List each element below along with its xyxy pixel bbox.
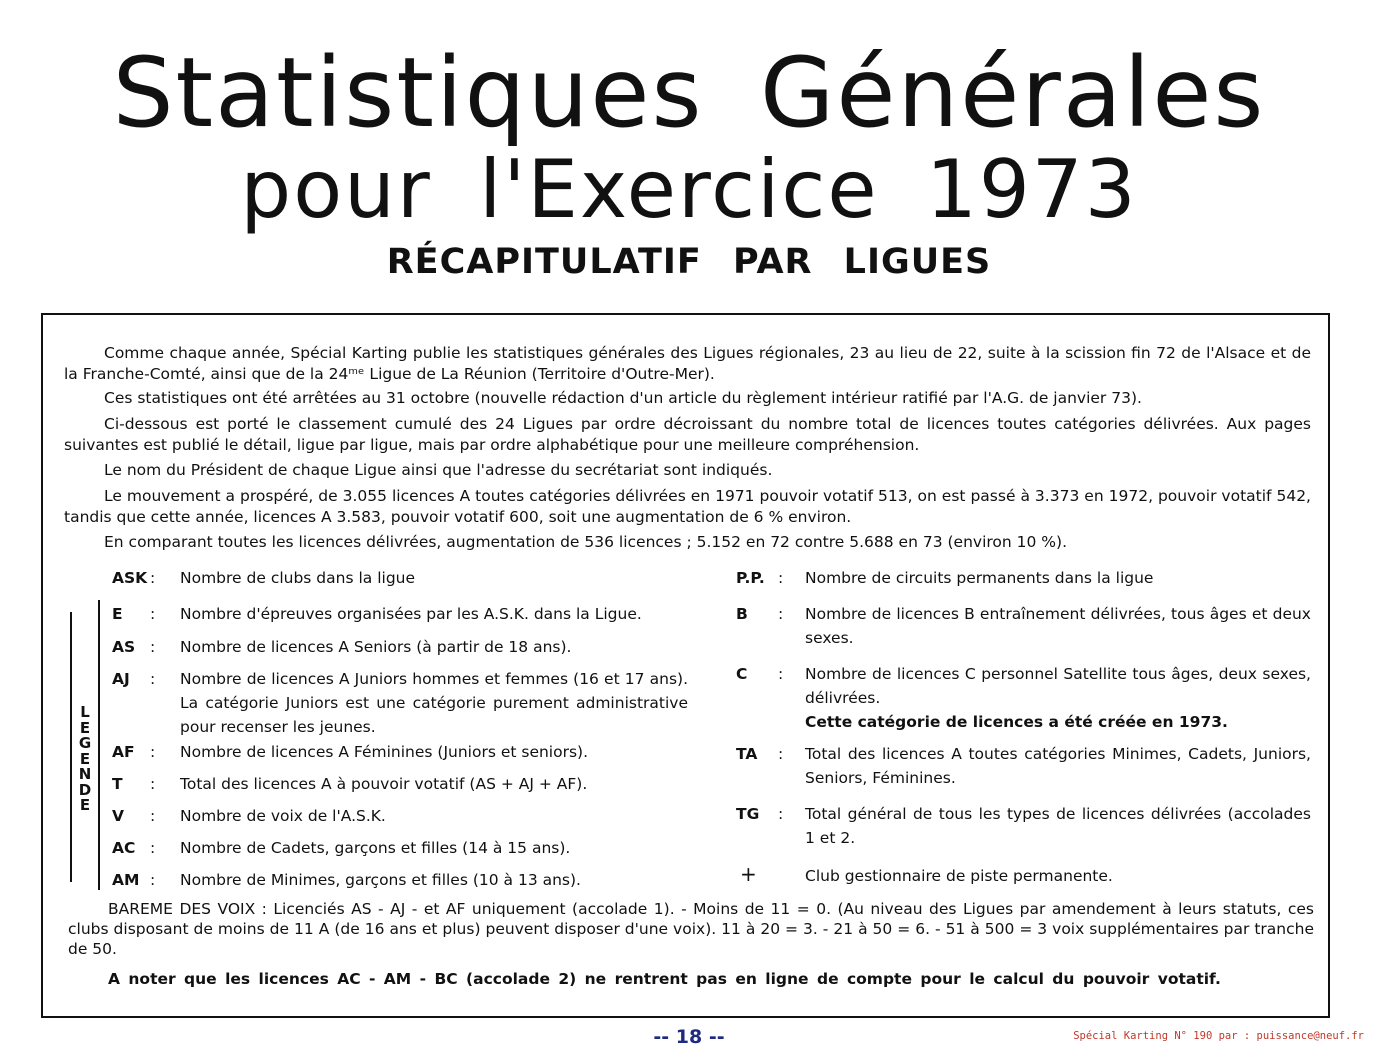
legend-colon: : bbox=[150, 670, 156, 688]
legend-abbr: T bbox=[112, 775, 123, 793]
legend-abbr: B bbox=[736, 605, 748, 623]
legend-colon: : bbox=[150, 871, 156, 889]
intro-text-4: Le nom du Président de chaque Ligue ainsi que l'adresse du secrétariat sont indiqués. bbox=[104, 461, 773, 479]
legend-description: Total général de tous les types de licences délivrées (accolades 1 et 2. bbox=[805, 805, 1311, 847]
legend-abbr: TA bbox=[736, 745, 758, 763]
legend-abbr: ASK bbox=[112, 569, 148, 587]
legend-description: Nombre d'épreuves organisées par les A.S.K. dans la Ligue. bbox=[180, 605, 642, 623]
intro-paragraph-6 bbox=[64, 532, 1311, 553]
legend-bracket-2 bbox=[98, 600, 100, 890]
intro-text-5: Le mouvement a prospéré, de 3.055 licences A toutes catégories délivrées en 1971 pouvoir votatif 513, on est passé à 3.373 en 1972, pouvoir votatif 542, tandis que cette année, licences A 3.583, pouvoir votatif 600, soit une augmentation de 6 % environ. bbox=[64, 487, 1311, 526]
legend-colon: : bbox=[150, 807, 156, 825]
legend-abbr: AJ bbox=[112, 670, 130, 688]
legend-description: Nombre de Cadets, garçons et filles (14 à 15 ans). bbox=[180, 839, 571, 857]
page-title-line2: pour l'Exercice 1973 bbox=[240, 143, 1138, 236]
legend-abbr: C bbox=[736, 665, 748, 683]
legend-abbr: P.P. bbox=[736, 569, 765, 587]
legend-label: L E G E N D E bbox=[78, 703, 92, 814]
legend-colon: : bbox=[778, 605, 784, 623]
intro-paragraph-1 bbox=[64, 343, 1311, 385]
legend-description: Nombre de clubs dans la ligue bbox=[180, 569, 416, 587]
intro-paragraph-2 bbox=[64, 388, 1311, 409]
legend-description: Nombre de Minimes, garçons et filles (10 à 13 ans). bbox=[180, 871, 581, 889]
legend-abbr: AC bbox=[112, 839, 136, 857]
intro-text-6: En comparant toutes les licences délivrées, augmentation de 536 licences ; 5.152 en 72 contre 5.688 en 73 (environ 10 %). bbox=[104, 533, 1067, 551]
legend-description: Total des licences A à pouvoir votatif (AS + AJ + AF). bbox=[180, 775, 588, 793]
intro-paragraph-5 bbox=[64, 486, 1311, 528]
legend-colon: : bbox=[150, 775, 156, 793]
legend-description: Nombre de licences A Seniors (à partir de 18 ans). bbox=[180, 638, 572, 656]
legend-abbr: AF bbox=[112, 743, 135, 761]
legend-description: Nombre de licences C personnel Satellite tous âges, deux sexes, délivrées. Cette catégorie de licences a été créée en 1973. bbox=[805, 662, 1311, 734]
legend-description: Nombre de licences A Féminines (Juniors et seniors). bbox=[180, 743, 589, 761]
legend-abbr: + bbox=[740, 862, 757, 886]
legend-description: Club gestionnaire de piste permanente. bbox=[805, 867, 1113, 885]
legend-colon: : bbox=[778, 665, 784, 683]
voting-note: A noter que les licences AC - AM - BC (accolade 2) ne rentrent pas en ligne de compte pour le calcul du pouvoir votatif. bbox=[108, 970, 1221, 988]
page-number: -- 18 -- bbox=[653, 1026, 725, 1048]
page-title: Statistiques Générales bbox=[112, 37, 1266, 149]
legend-colon: : bbox=[150, 605, 156, 623]
legend-description: Nombre de licences B entraînement délivrées, tous âges et deux sexes. bbox=[805, 605, 1311, 647]
legend-colon: : bbox=[150, 839, 156, 857]
legend-abbr: AS bbox=[112, 638, 136, 656]
bareme-paragraph: BAREME DES VOIX : Licenciés AS - AJ - et AF uniquement (accolade 1). - Moins de 11 = 0. (Au niveau des Ligues par amendement à leurs statuts, ces clubs disposant de moins de 11 A (de 16 ans et plus) peuvent disposer d'une voix). 11 à 20 = 3. - 21 à 50 = 6. - 51 à 500 = 3 voix supplémentaires par tranche de 50. bbox=[68, 900, 1314, 958]
legend-colon: : bbox=[778, 745, 784, 763]
legend-description: Nombre de circuits permanents dans la ligue bbox=[805, 569, 1154, 587]
intro-paragraph-3 bbox=[64, 414, 1311, 456]
legend-abbr: AM bbox=[112, 871, 140, 889]
legend-colon: : bbox=[150, 569, 156, 587]
legend-colon: : bbox=[150, 638, 156, 656]
credit-line: Spécial Karting N° 190 par : puissance@neuf.fr bbox=[1073, 1030, 1364, 1042]
legend-abbr: TG bbox=[736, 805, 760, 823]
legend-abbr: E bbox=[112, 605, 123, 623]
intro-text-3: Ci-dessous est porté le classement cumulé des 24 Ligues par ordre décroissant du nombre total de licences toutes catégories délivrées. Aux pages suivantes est publié le détail, ligue par ligue, mais par ordre alphabétique pour une meilleure compréhension. bbox=[64, 415, 1311, 454]
legend-description: Nombre de licences A Juniors hommes et femmes (16 et 17 ans). La catégorie Juniors est une catégorie purement administrative pour recenser les jeunes. bbox=[180, 670, 688, 736]
legend-description: Total des licences A toutes catégories Minimes, Cadets, Juniors, Seniors, Féminines. bbox=[805, 745, 1311, 787]
page-subtitle: RÉCAPITULATIF PAR LIGUES bbox=[386, 242, 992, 282]
legend-note: Cette catégorie de licences a été créée en 1973. bbox=[805, 713, 1228, 731]
intro-text-1: Comme chaque année, Spécial Karting publie les statistiques générales des Ligues régionales, 23 au lieu de 22, suite à la scission fin 72 de l'Alsace et de la Franche-Comté, ainsi que de la 24ᵐᵉ Ligue de La Réunion (Territoire d'Outre-Mer). bbox=[64, 344, 1311, 383]
legend-abbr: V bbox=[112, 807, 124, 825]
legend-colon: : bbox=[778, 805, 784, 823]
legend-description: Nombre de voix de l'A.S.K. bbox=[180, 807, 386, 825]
intro-text-2: Ces statistiques ont été arrêtées au 31 octobre (nouvelle rédaction d'un article du règlement intérieur ratifié par l'A.G. de janvier 73). bbox=[104, 389, 1142, 407]
legend-bracket-1 bbox=[70, 612, 72, 882]
legend-colon: : bbox=[150, 743, 156, 761]
intro-paragraph-4 bbox=[64, 460, 1311, 481]
legend-colon: : bbox=[778, 569, 784, 587]
